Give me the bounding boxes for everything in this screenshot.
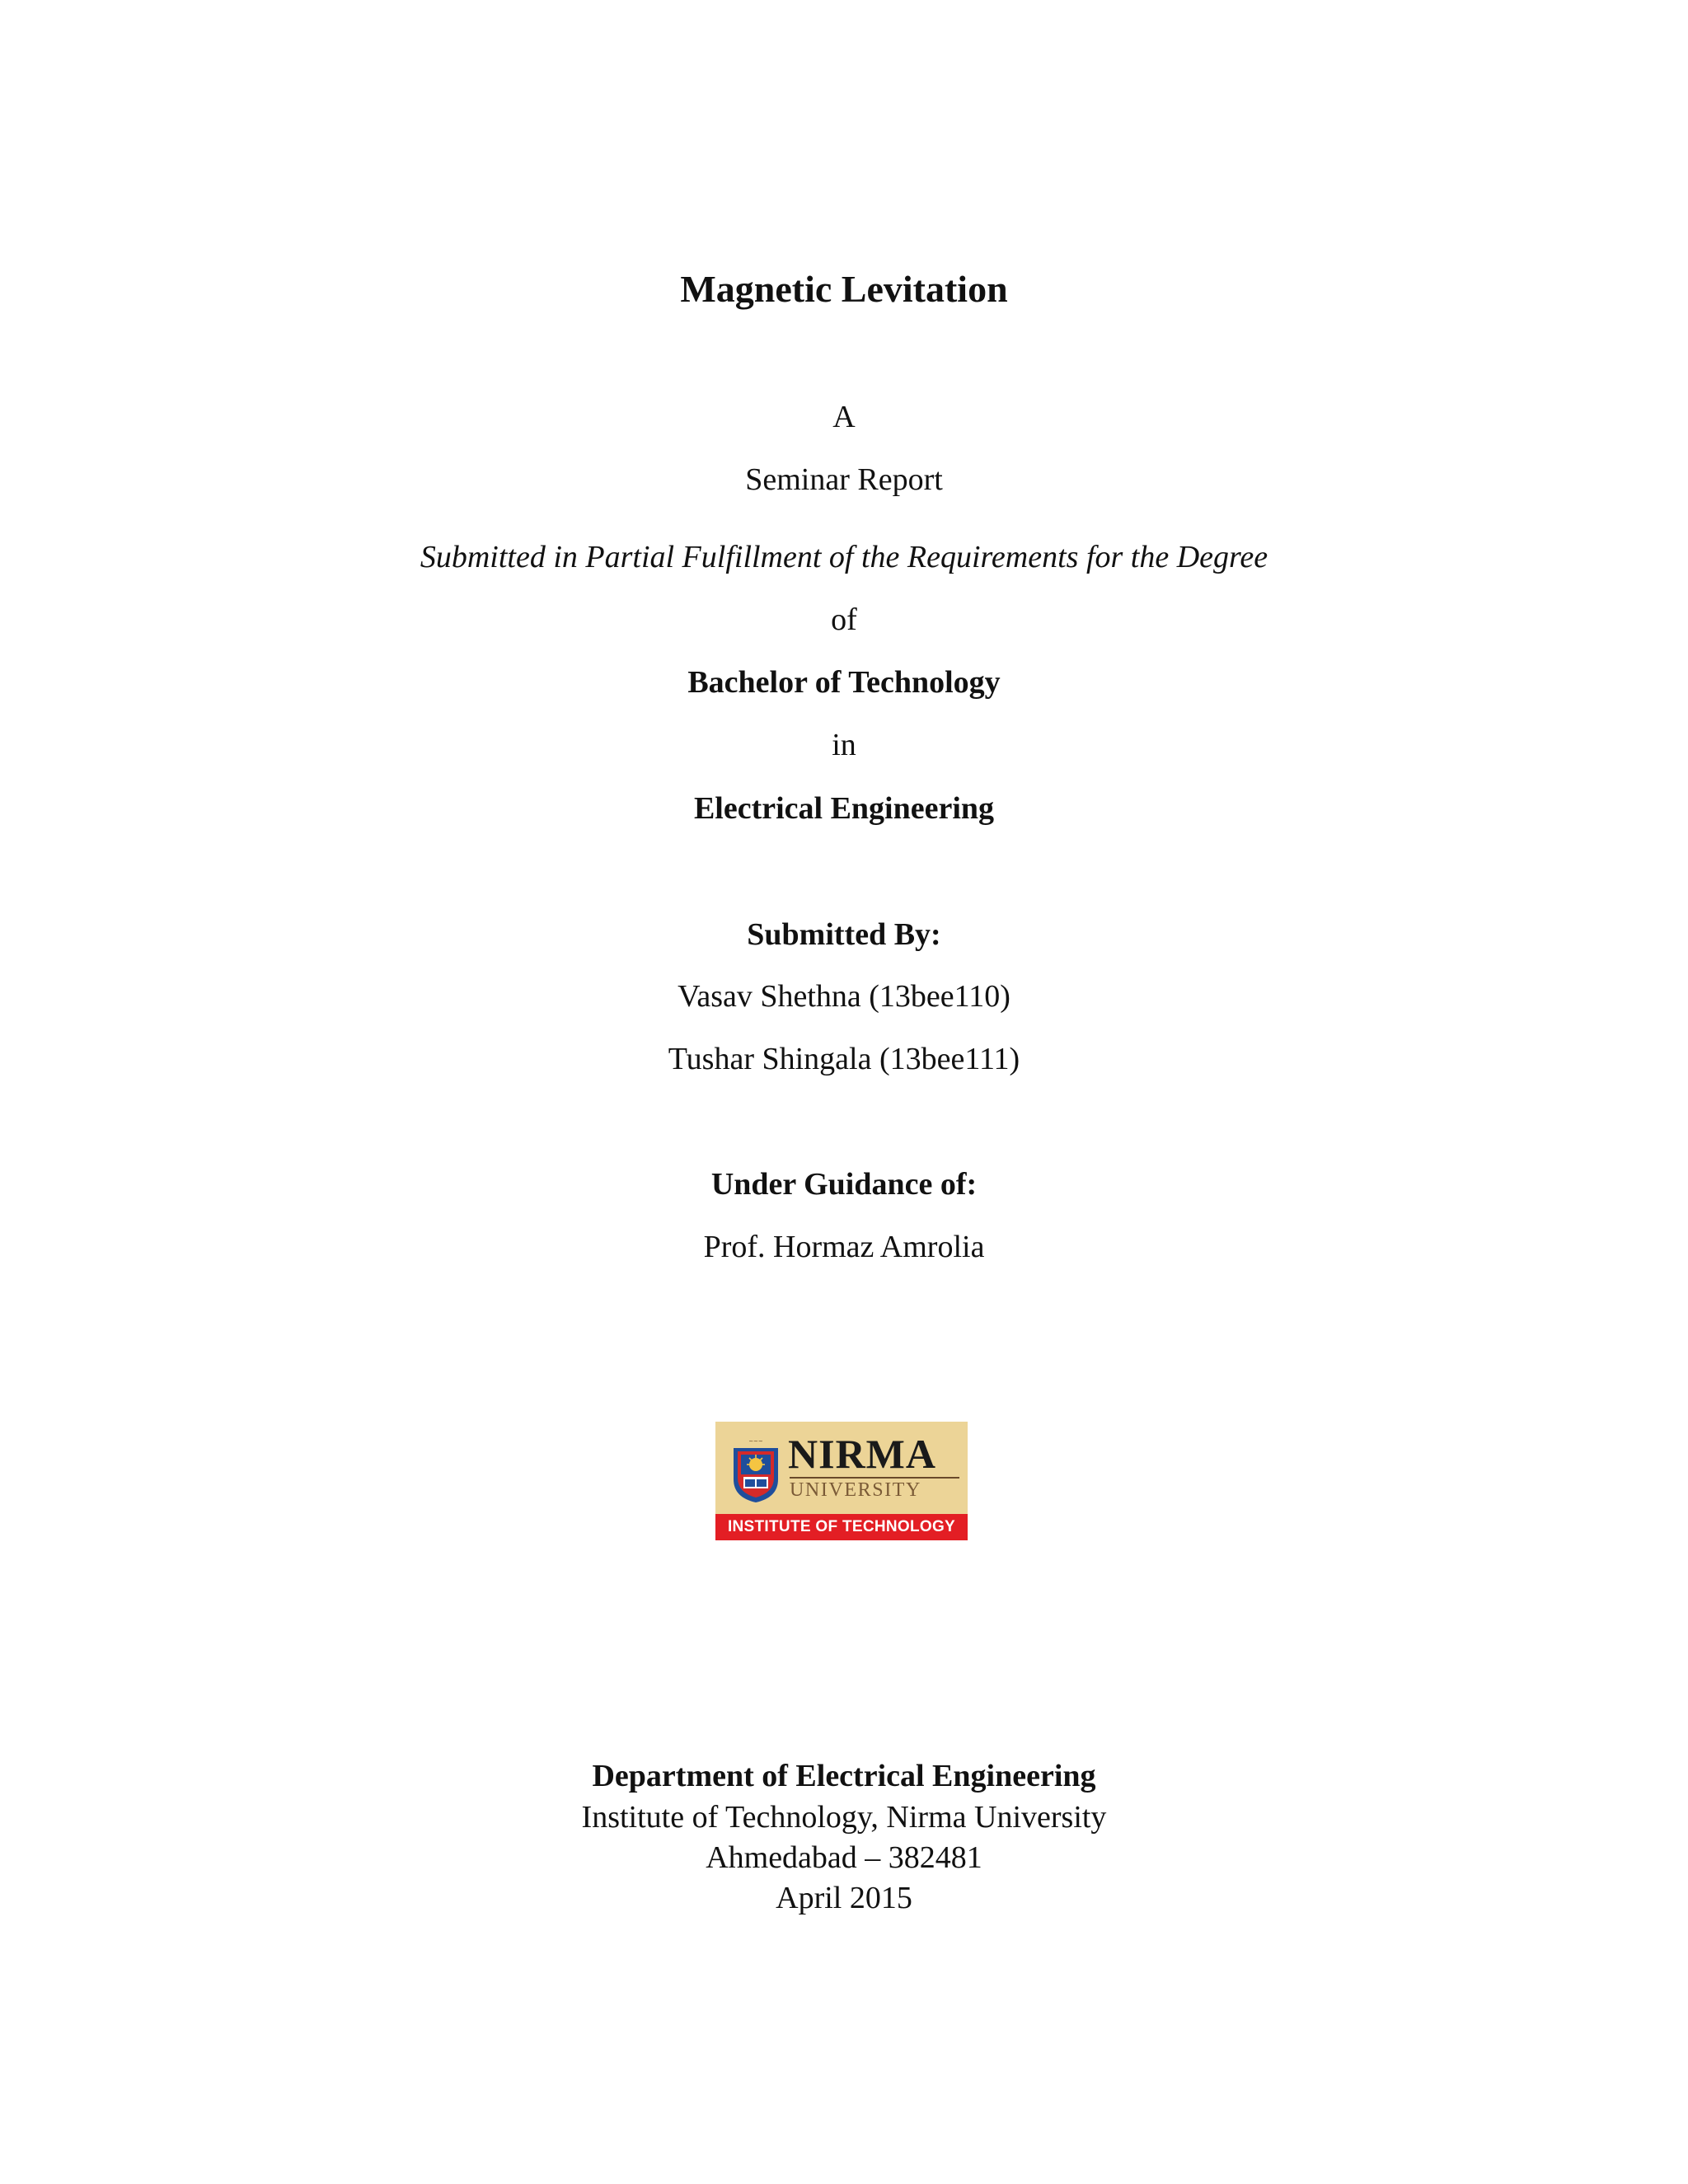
nirma-university-logo <box>715 1422 968 1540</box>
submission-statement: Submitted in Partial Fulfillment of the Requirements for the Degree <box>420 540 1268 574</box>
report-type: Seminar Report <box>745 462 943 497</box>
article-a: A <box>832 400 856 434</box>
svg-text:~~~: ~~~ <box>748 1438 763 1445</box>
logo-band <box>715 1514 968 1540</box>
logo-subtitle-text: UNIVERSITY <box>790 1479 921 1501</box>
degree-name: Bachelor of Technology <box>687 665 1001 700</box>
in-word: in <box>832 728 856 762</box>
logo-band-text: INSTITUTE OF TECHNOLOGY <box>727 1518 956 1535</box>
institute-name: Institute of Technology, Nirma University <box>581 1800 1107 1835</box>
student-name: Tushar Shingala (13bee111) <box>668 1042 1020 1076</box>
university-seal-icon <box>730 1433 781 1504</box>
report-date: April 2015 <box>776 1881 912 1915</box>
branch-name: Electrical Engineering <box>693 791 995 826</box>
guidance-heading: Under Guidance of: <box>710 1167 978 1202</box>
report-title: Magnetic Levitation <box>680 268 1008 310</box>
student-name: Vasav Shethna (13bee110) <box>678 979 1010 1014</box>
guide-name: Prof. Hormaz Amrolia <box>703 1230 985 1264</box>
logo-divider <box>790 1477 959 1479</box>
logo-name-text: NIRMA <box>788 1431 936 1477</box>
of-word: of <box>831 602 857 637</box>
department-name: Department of Electrical Engineering <box>592 1759 1096 1793</box>
submitted-by-heading: Submitted By: <box>747 917 941 952</box>
institute-address: Ahmedabad – 382481 <box>706 1840 982 1875</box>
